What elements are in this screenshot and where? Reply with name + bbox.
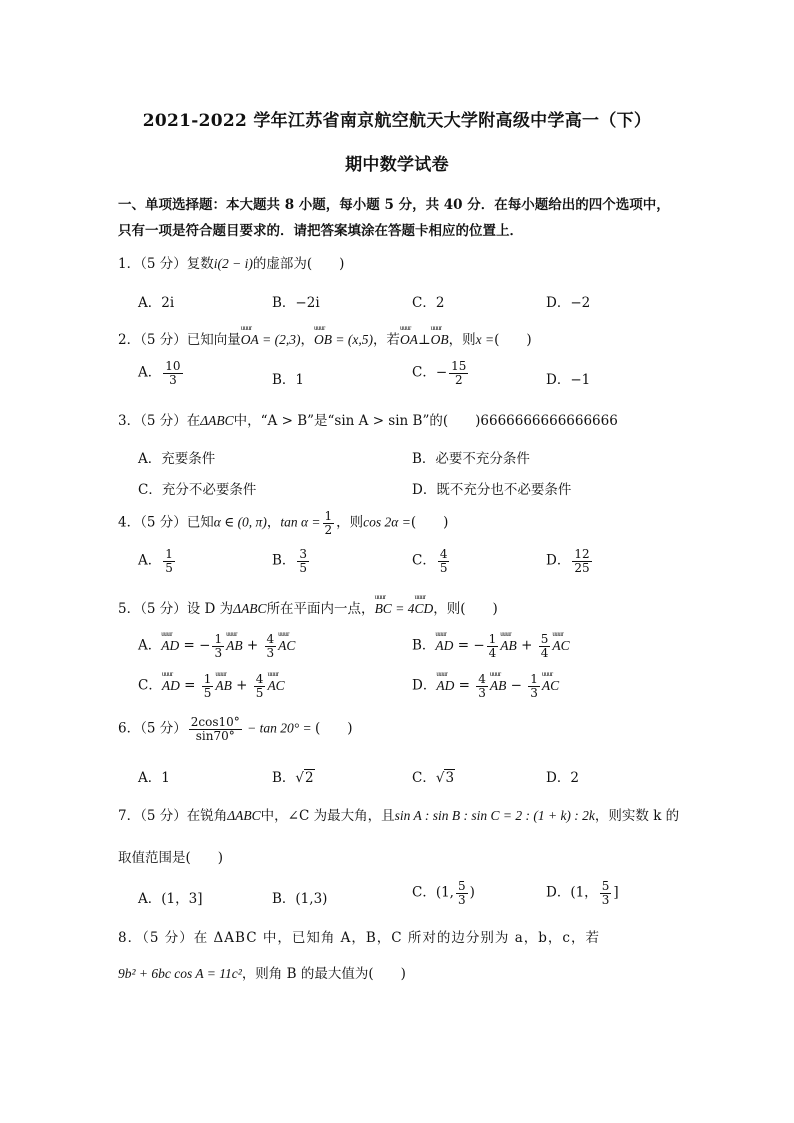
- question-number: 5．（5 分）: [118, 601, 187, 617]
- option-d[interactable]: D．−2: [546, 295, 591, 311]
- question-text: 中，“A > B”是“sin A > sin B”的( )6666666666666666: [233, 413, 618, 429]
- question-text: 的虚部为( ): [252, 256, 345, 272]
- question-text: ，则( ): [433, 601, 498, 617]
- math-expr: 9b² + 6bc cos A = 11c²: [118, 966, 242, 981]
- vector-ob: uuur OB: [314, 332, 332, 348]
- option-b[interactable]: B．uuur AD = − $\frac{1}{4}$ uuur AB + $\frac{5}{4}$ uuur AC: [412, 633, 570, 659]
- math-expr: ΔABC: [227, 808, 261, 823]
- vector-ab: uuur AB: [490, 678, 507, 694]
- option-b[interactable]: B．必要不充分条件: [412, 451, 530, 467]
- vector-ab: uuur AB: [215, 678, 232, 694]
- vector-ad: uuur AD: [435, 638, 453, 654]
- option-a[interactable]: A．充要条件: [138, 451, 216, 467]
- vector-cd: uuur CD: [414, 601, 433, 617]
- vector-ad: uuur AD: [162, 678, 180, 694]
- option-c[interactable]: [412, 766, 455, 786]
- option-a[interactable]: A．(1，3]: [138, 891, 203, 907]
- fraction: $\frac{3}{5}$: [299, 547, 308, 575]
- question-text: 在 ΔABC 中，已知角 A，B，C 所对的边分别为 a，b，c，若: [193, 930, 600, 946]
- question-6: [118, 716, 353, 742]
- option-d[interactable]: D．−1: [546, 372, 591, 388]
- question-number: 8．（5 分）: [118, 930, 194, 946]
- fraction: $\frac{10}{3}$: [165, 359, 181, 387]
- question-text: ，则: [336, 514, 364, 531]
- question-text: ( ): [494, 332, 532, 348]
- fraction: $\frac{15}{2}$: [451, 359, 467, 387]
- vector-ac: uuur AC: [267, 678, 284, 694]
- question-number: 2．（5 分）: [118, 332, 187, 348]
- fraction: $\frac{1}{2}$: [324, 509, 333, 537]
- fraction: $\frac{1}{3}$: [214, 632, 223, 660]
- math-expr: = (x,5): [331, 332, 373, 347]
- question-5: [118, 597, 498, 617]
- question-text: ，则实数 k 的: [594, 808, 680, 824]
- question-number: 4．（5 分）: [118, 514, 187, 531]
- option-c[interactable]: [412, 360, 470, 386]
- sqrt-2: √2: [295, 770, 314, 786]
- question-text: 中，∠C 为最大角，且: [260, 808, 395, 824]
- question-4: [118, 510, 448, 536]
- question-number: 6．（5 分）: [118, 720, 187, 737]
- question-text: ，则: [448, 332, 476, 348]
- vector-ac: uuur AC: [278, 638, 295, 654]
- fraction: $\frac{4}{5}$: [439, 547, 448, 575]
- section-intro-line1: 一、单项选择题：本大题共 8 小题，每小题 5 分，共 40 分．在每小题给出的四个选项中，: [118, 197, 670, 213]
- question-number: 3．（5 分）: [118, 413, 187, 429]
- option-label: B．: [272, 552, 296, 569]
- option-label: D．(1，: [546, 884, 598, 901]
- question-number: 1．（5 分）: [118, 256, 187, 272]
- option-b[interactable]: [272, 548, 311, 574]
- fraction: $\frac{1}{5}$: [165, 547, 173, 575]
- option-a[interactable]: [138, 548, 177, 574]
- exam-title-line1: 2021-2022 学年江苏省南京航空航天大学附高级中学高一（下）: [142, 111, 652, 131]
- option-c[interactable]: C．2: [412, 295, 445, 311]
- math-expr: = 4: [391, 601, 415, 616]
- option-b[interactable]: B．(1,3): [272, 891, 328, 907]
- question-8-cont: [118, 962, 406, 982]
- section-intro-line2: 只有一项是符合题目要求的．请把答案填涂在答题卡相应的位置上．: [118, 223, 523, 239]
- math-expr: = (2,3): [258, 332, 301, 347]
- question-2: 2．（5 分）已知向量uuur OA = (2,3)，uuur OB = (x,5)，若uuur OA⊥uuur OB，则x =( ): [118, 328, 532, 348]
- question-text: ( ): [410, 514, 449, 531]
- fraction: $\frac{1}{3}$: [530, 672, 538, 700]
- option-label: C．: [138, 677, 162, 694]
- vector-oa: uuur OA: [241, 332, 259, 348]
- question-text: 所在平面内一点，: [266, 601, 375, 617]
- option-label: D．: [412, 677, 437, 694]
- fraction: $\frac{1}{5}$: [203, 672, 212, 700]
- option-label: C．(1,: [412, 884, 454, 901]
- vector-ab: uuur AB: [226, 638, 243, 654]
- math-expr: ΔABC: [200, 413, 234, 428]
- sqrt-3: √3: [435, 770, 455, 786]
- option-label: C．: [412, 770, 436, 786]
- question-3: [118, 409, 618, 429]
- option-d[interactable]: [546, 548, 594, 574]
- fraction: $\frac{12}{25}$: [574, 547, 590, 575]
- math-expr: sin A : sin B : sin C = 2 : (1 + k) : 2k: [394, 808, 595, 823]
- option-label: C．−: [412, 364, 448, 381]
- question-text: 在: [186, 413, 201, 429]
- option-label: B．: [412, 637, 436, 654]
- option-label: C．: [412, 552, 436, 569]
- option-c[interactable]: C．(1, $\frac{5}{3}$ ): [412, 879, 475, 907]
- vector-ad: uuur AD: [436, 678, 454, 694]
- question-text: ，则角 B 的最大值为( ): [241, 966, 406, 982]
- fraction: $\frac{4}{3}$: [266, 632, 275, 660]
- option-c[interactable]: [412, 548, 451, 574]
- question-text: 已知向量: [186, 332, 241, 348]
- option-c[interactable]: C．uuur AD = $\frac{1}{5}$ uuur AB + $\frac{4}{5}$ uuur AC: [138, 673, 285, 699]
- option-label: D．: [546, 552, 571, 569]
- fraction: $\frac{4}{5}$: [255, 672, 264, 700]
- math-expr: ΔABC: [233, 601, 267, 616]
- fraction: $\frac{1}{4}$: [488, 632, 497, 660]
- fraction: $\frac{5}{4}$: [540, 632, 549, 660]
- option-label: A．: [138, 637, 162, 654]
- option-d[interactable]: D．uuur AD = $\frac{4}{3}$ uuur AB − $\frac{1}{3}$ uuur AC: [412, 673, 559, 699]
- option-a[interactable]: A．uuur AD = − $\frac{1}{3}$ uuur AB + $\frac{4}{3}$ uuur AC: [138, 633, 295, 659]
- option-b[interactable]: [272, 766, 315, 786]
- fraction: $\frac{4}{3}$: [478, 672, 486, 700]
- option-b[interactable]: B．−2i: [272, 295, 320, 311]
- vector-ad: uuur AD: [161, 638, 179, 654]
- question-text: 复数: [186, 256, 214, 272]
- question-7: [118, 804, 679, 824]
- math-expr: tan α =: [280, 514, 321, 530]
- vector-bc: uuur BC: [375, 601, 392, 617]
- question-number: 7．（5 分）: [118, 808, 187, 824]
- option-d[interactable]: D．2: [546, 770, 579, 786]
- question-text: ，若: [372, 332, 400, 348]
- math-expr: α ∈ (0, π): [213, 514, 267, 530]
- option-label: A．: [138, 552, 162, 569]
- vector-ac: uuur AC: [552, 638, 569, 654]
- question-text: ( ): [315, 720, 353, 737]
- vector-ac: uuur AC: [542, 678, 559, 694]
- vector-ob: uuur OB: [431, 332, 449, 348]
- option-a[interactable]: A．1: [138, 770, 170, 786]
- math-expr: cos 2α =: [363, 514, 411, 530]
- question-1: [118, 252, 344, 272]
- question-text: 已知: [186, 514, 214, 531]
- question-8: [118, 926, 600, 946]
- option-a[interactable]: A．2i: [138, 295, 175, 311]
- option-a[interactable]: [138, 360, 185, 386]
- question-text: 在锐角: [186, 808, 228, 824]
- option-d[interactable]: D．既不充分也不必要条件: [412, 482, 572, 498]
- fraction: $\frac{5}{3}$: [457, 879, 466, 907]
- vector-ab: uuur AB: [500, 638, 517, 654]
- math-expr: − tan 20° =: [243, 720, 315, 736]
- exam-title-line2: 期中数学试卷: [345, 155, 449, 175]
- question-text: 设 D 为: [186, 601, 234, 617]
- math-expr: x =: [475, 332, 495, 347]
- option-label: A．: [138, 364, 162, 381]
- option-label: B．: [272, 770, 296, 786]
- vector-oa: uuur OA: [400, 332, 418, 348]
- fraction: $\frac{5}{3}$: [601, 879, 610, 907]
- fraction: $\frac{2\cos 10^\circ}{\sin 70^\circ}$: [190, 715, 240, 743]
- option-d[interactable]: D．(1， $\frac{5}{3}$ ]: [546, 879, 619, 907]
- option-c[interactable]: C．充分不必要条件: [138, 482, 257, 498]
- option-b[interactable]: B．1: [272, 372, 305, 388]
- question-text: ，: [266, 514, 281, 531]
- question-7-cont: 取值范围是( ): [118, 850, 224, 866]
- math-expr: i(2 − i): [213, 256, 253, 271]
